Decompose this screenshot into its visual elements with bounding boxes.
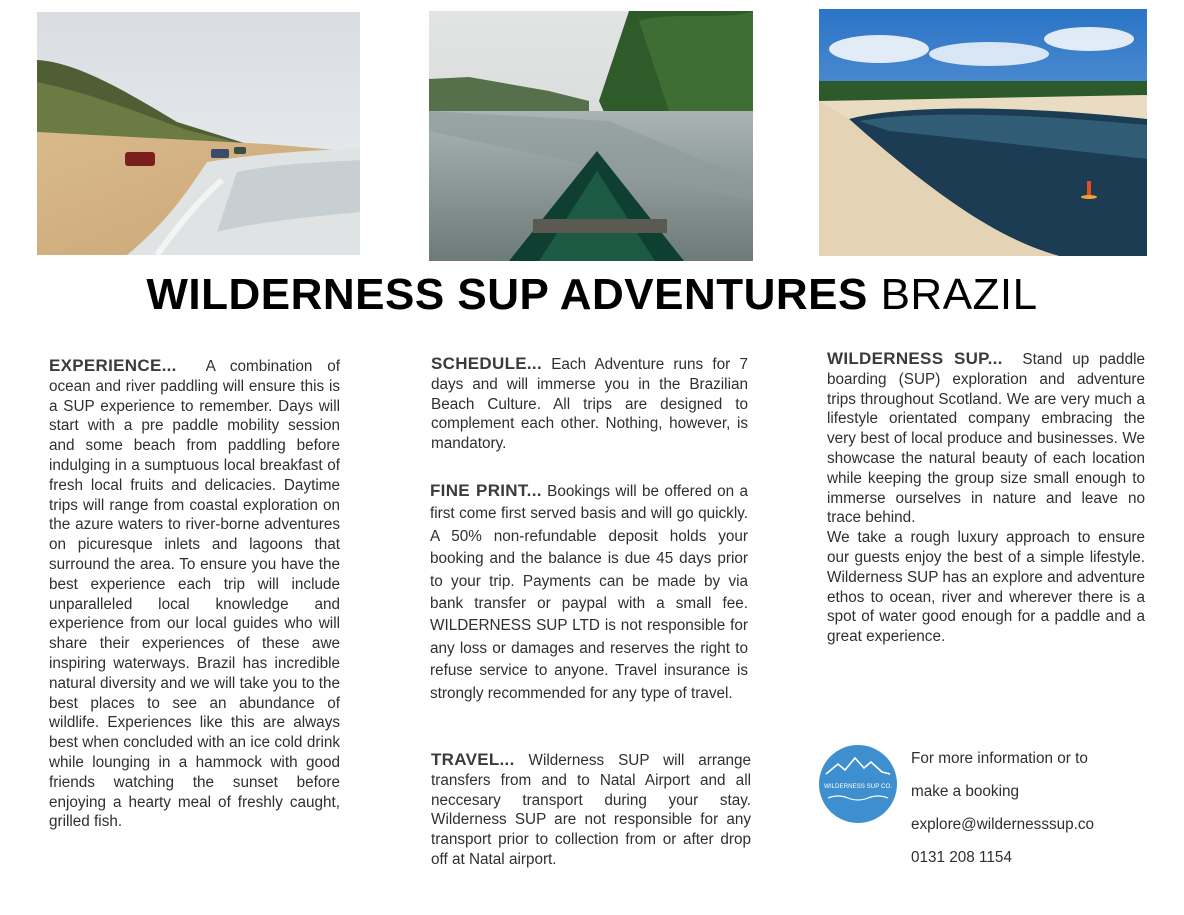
mountain-logo-icon	[818, 744, 898, 824]
schedule-heading: SCHEDULE...	[431, 354, 542, 373]
contact-line-1: For more information or to	[911, 750, 1088, 767]
schedule-body: Each Adventure runs for 7 days and will immerse you in the Brazilian Beach Culture. All trips are designed to complement each other. Nothing, however, is mandatory.	[431, 356, 749, 453]
contact-email[interactable]: explore@wildernesssup.co	[911, 816, 1095, 833]
travel-heading: TRAVEL...	[431, 750, 515, 769]
experience-section	[49, 356, 340, 832]
fine-print-body: Bookings will be offered on a first come first served basis and will go quickly. A 50% non-refundable deposit holds your booking and the balance is due 45 days prior to your trip. Payments can be made by via bank transfer or paypal with a small fee. WILDERNESS SUP LTD is not responsible for any loss or damages and reserves the right to refuse service to anyone. Travel insurance is strongly recommended for any type of travel.	[430, 483, 748, 702]
contact-info	[911, 748, 1161, 880]
dune-photo-image	[819, 9, 1147, 256]
title-light: BRAZIL	[880, 270, 1038, 319]
title-bold: WILDERNESS SUP ADVENTURES	[146, 270, 868, 319]
about-section	[827, 349, 1145, 647]
beach-photo	[37, 12, 360, 255]
contact-line-2: make a booking	[911, 783, 1019, 800]
contact-phone[interactable]: 0131 208 1154	[911, 849, 1012, 866]
travel-body: Wilderness SUP will arrange transfers from and to Natal Airport and all neccesary transport during your stay. Wilderness SUP are not responsible for any transport prior to collection from or after drop off at Natal airport.	[431, 752, 751, 868]
beach-photo-image	[37, 12, 360, 255]
river-photo	[429, 11, 753, 261]
schedule-section	[431, 354, 748, 454]
dune-photo	[819, 9, 1147, 256]
fine-print-heading: FINE PRINT...	[430, 481, 542, 500]
experience-heading: EXPERIENCE...	[49, 356, 177, 375]
logo-text: WILDERNESS SUP CO.	[824, 783, 892, 790]
experience-body: A combination of ocean and river paddling will ensure this is a SUP experience to remember. Days will start with a pre paddle mobility session and some beach from paddling before indulging in a sumptuous local breakfast of fresh local fruits and delicacies. Daytime trips will range from coastal exploration on the azure waters to river-borne adventures on picuresque inlets and lagoons that surround the area. To ensure you have the best experience each trip will include unparalleled local knowledge and experience from our local guides who will share their experiences of these awe inspiring waterways. Brazil has incredible natural diversity and we will take you to the best places to see an abundance of wildlife. Experiences like this are always best when concluded with an ice cold drink while lounging in a hammock with good friends watching the sunset before enjoying a hearty meal of freshly caught, grilled fish.	[49, 358, 340, 831]
about-body: Stand up paddle boarding (SUP) exploration and adventure trips throughout Scotland. We are very much a lifestyle orientated company embracing the very best of local produce and businesses. We showcase the natural beauty of each location while keeping the group size small enough to immerse ourselves in nature and leave no trace behind.	[827, 351, 1145, 527]
about-heading: WILDERNESS SUP...	[827, 349, 1003, 368]
about-body-2: We take a rough luxury approach to ensure our guests enjoy the best of a simple lifestyle. Wilderness SUP has an explore and adventure ethos to ocean, river and wherever there is a spot of water good enough for a paddle and a great experience.	[827, 529, 1145, 646]
fine-print-section	[430, 480, 748, 705]
river-photo-image	[429, 11, 753, 261]
travel-section	[431, 750, 751, 870]
page-title	[0, 270, 1184, 320]
